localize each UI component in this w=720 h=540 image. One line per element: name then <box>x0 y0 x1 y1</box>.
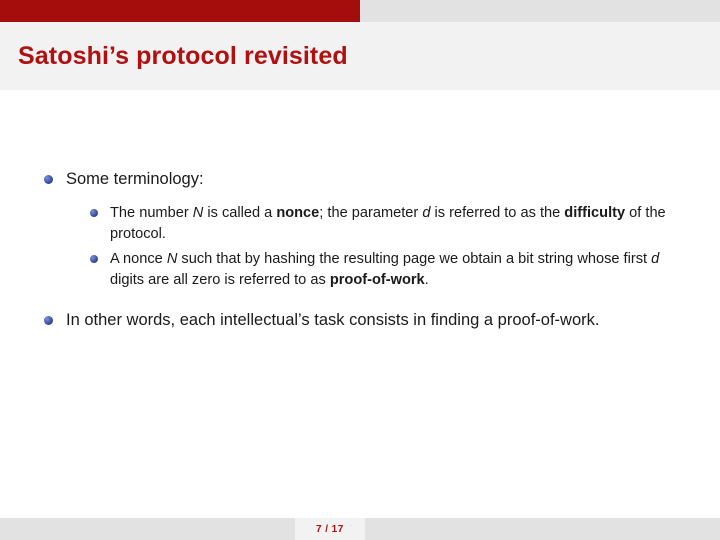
bullet-point-icon <box>90 209 98 217</box>
bullet-text: Some terminology: <box>66 170 204 188</box>
bullet-text: The number N is called a nonce; the parameter d is referred to as the difficulty of the protocol. <box>110 205 666 243</box>
bullet-item-proof-of-work-definition <box>0 249 720 291</box>
bullet-point-icon <box>44 316 53 325</box>
page-indicator <box>295 518 365 540</box>
bullet-item-terminology <box>0 168 720 191</box>
top-strip-red <box>0 0 360 22</box>
current-page-number: 7 <box>316 523 323 535</box>
bullet-item-nonce-definition <box>0 203 720 245</box>
bullet-text: In other words, each intellectual’s task consists in finding a proof-of-work. <box>66 311 600 330</box>
bullet-text: A nonce N such that by hashing the resulting page we obtain a bit string whose first d digits are all zero is referred to as proof-of-work. <box>110 251 660 289</box>
page-separator: / <box>325 523 329 535</box>
page-title: Satoshi’s protocol revisited <box>18 42 348 70</box>
bullet-item-conclusion <box>0 309 720 332</box>
bullet-point-icon <box>44 175 53 184</box>
slide-content <box>0 168 720 339</box>
bullet-point-icon <box>90 255 98 263</box>
total-page-number: 17 <box>331 523 344 535</box>
